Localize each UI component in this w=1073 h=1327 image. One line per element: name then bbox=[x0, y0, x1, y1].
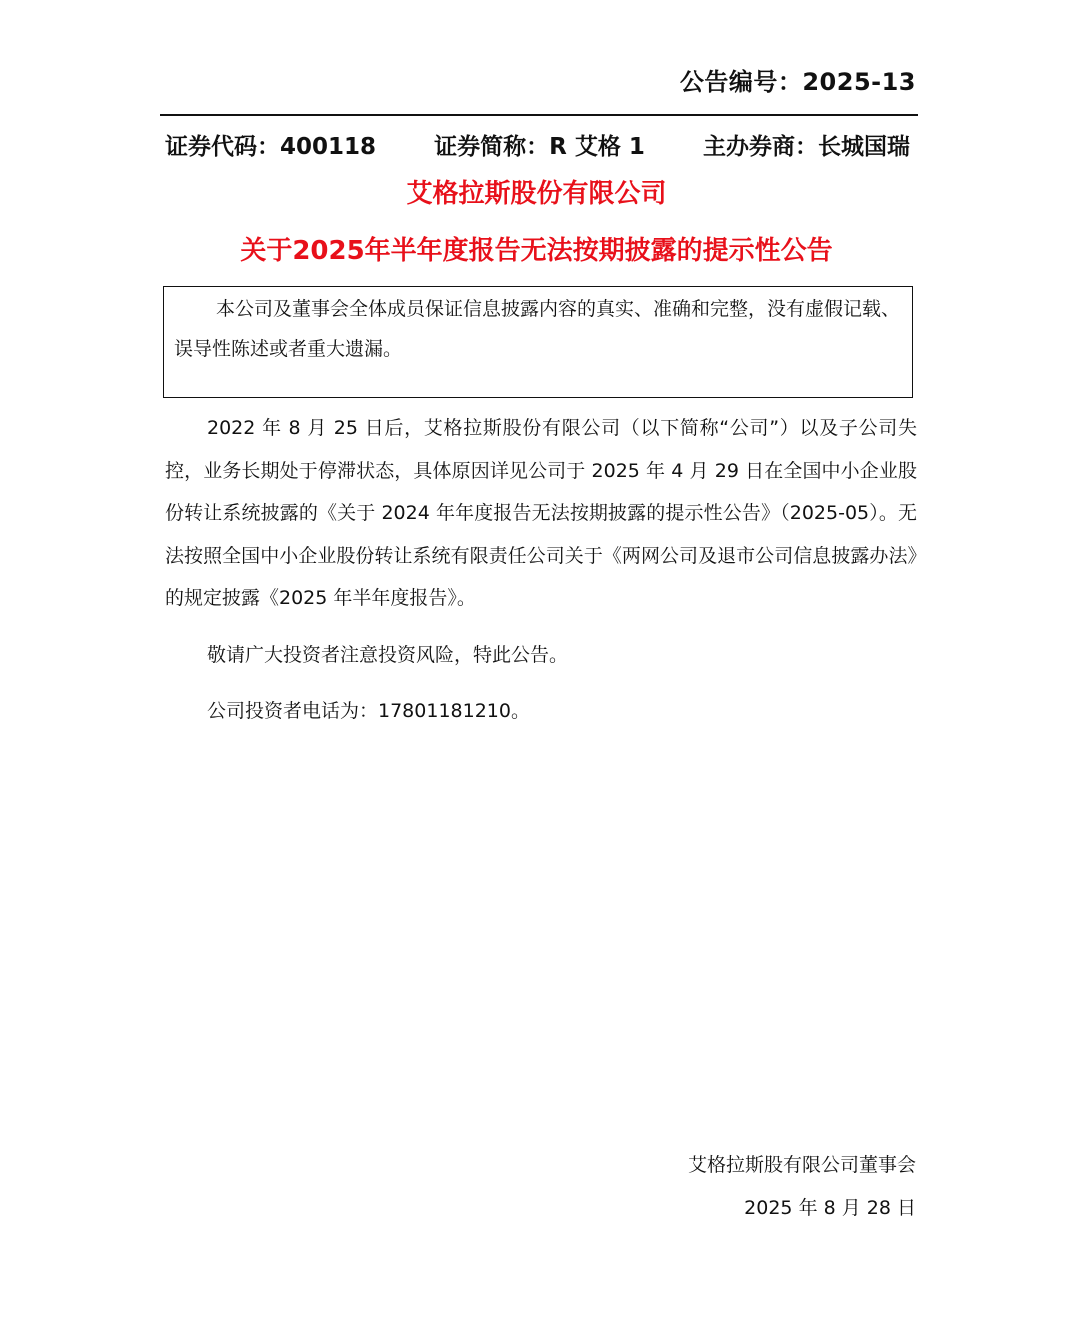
lead-broker: 主办券商：长城国瑞 bbox=[702, 134, 910, 160]
announcement-number: 公告编号：2025-13 bbox=[679, 68, 916, 96]
body-paragraph-risk-notice: 敬请广大投资者注意投资风险，特此公告。 bbox=[207, 644, 569, 666]
header-divider bbox=[160, 114, 918, 116]
company-name: 艾格拉斯股份有限公司 bbox=[406, 179, 667, 209]
document-title: 关于2025年半年度报告无法按期披露的提示性公告 bbox=[240, 236, 833, 266]
body-paragraph-main: 2022 年 8 月 25 日后，艾格拉斯股份有限公司（以下简称“公司”）以及子公司失控，业务长期处于停滞状态，具体原因详见公司于 2025 年 4 月 29 日在全国中小企业股份转让系统披露的《关于 2024 年年度报告无法按期披露的提示性公告》（2025-05）。无法按照全国中小企业股份转让系统有限责任公司关于《两网公司及退市公司信息披露办法》的规定披露《2025 年半年度报告》。 bbox=[165, 417, 917, 609]
securities-info-line bbox=[165, 128, 910, 161]
securities-short-name: 证券简称：R 艾格 1 bbox=[434, 134, 645, 160]
board-statement-box bbox=[163, 286, 913, 398]
securities-code: 证券代码：400118 bbox=[165, 134, 377, 160]
signature-signer: 艾格拉斯股有限公司董事会 bbox=[687, 1154, 916, 1176]
body-paragraph-phone: 公司投资者电话为：17801181210。 bbox=[207, 700, 530, 722]
signature-date: 2025 年 8 月 28 日 bbox=[744, 1197, 916, 1219]
board-statement-text: 本公司及董事会全体成员保证信息披露内容的真实、准确和完整，没有虚假记载、误导性陈述或者重大遗漏。 bbox=[174, 298, 901, 360]
